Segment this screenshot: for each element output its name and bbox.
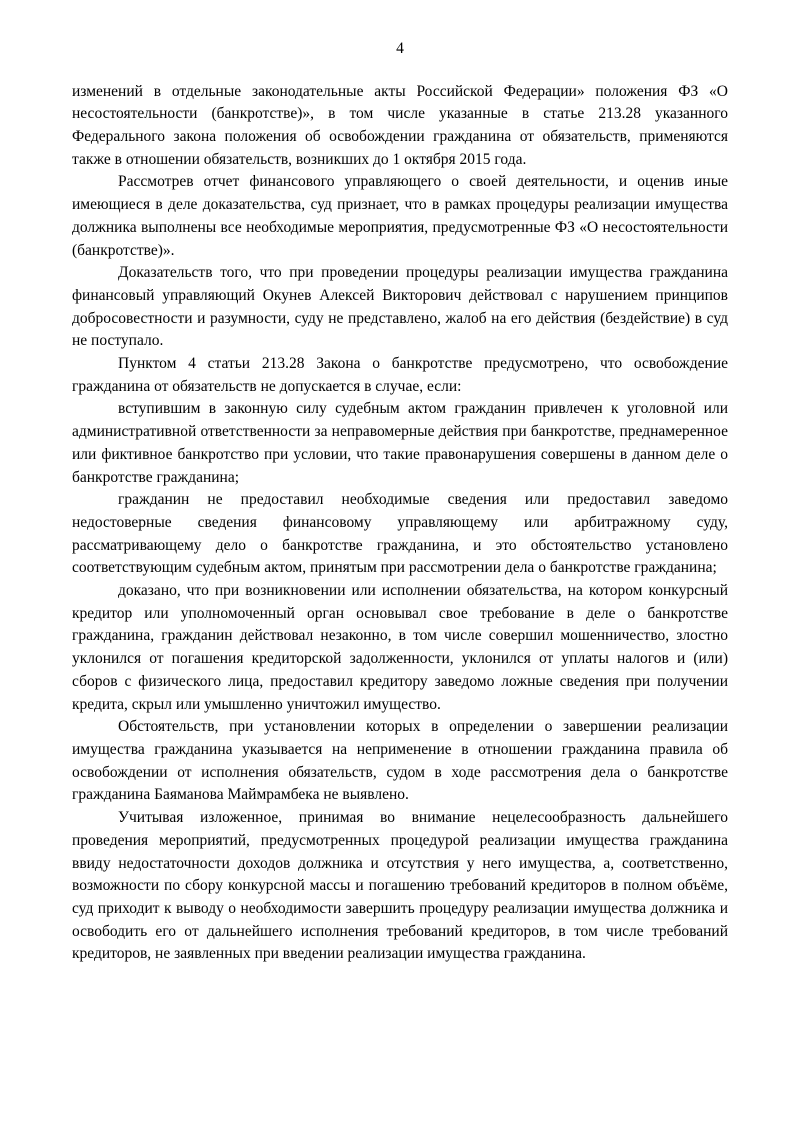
paragraph: Учитывая изложенное, принимая во внимание нецелесообразность дальнейшего проведения мероприятий, предусмотренных процедурой реализации имущества гражданина ввиду недостаточности доходов должника и отсутствия у него имущества, а, соответственно, возможности по сбору конкурсной массы и погашению требований кредиторов в полном объёме, суд приходит к выводу о необходимости завершить процедуру реализации имущества должника и освободить его от дальнейшего исполнения требований кредиторов, в том числе требований кредиторов, не заявленных при введении реализации имущества гражданина. bbox=[72, 809, 728, 963]
paragraph: изменений в отдельные законодательные акты Российской Федерации» положения ФЗ «О несостоятельности (банкротстве)», в том числе указанные в статье 213.28 указанного Федерального закона положения об освобождении гражданина от обязательств, применяются также в отношении обязательств, возникших до 1 октября 2015 года. bbox=[72, 82, 728, 168]
page-number: 4 bbox=[396, 40, 404, 57]
paragraph: Пунктом 4 статьи 213.28 Закона о банкротстве предусмотрено, что освобождение гражданина от обязательств не допускается в случае, если: bbox=[72, 355, 728, 395]
document-body bbox=[72, 81, 728, 966]
paragraph: вступившим в законную силу судебным актом гражданин привлечен к уголовной или административной ответственности за неправомерные действия при банкротстве, преднамеренное или фиктивное банкротство при условии, что такие правонарушения совершены в данном деле о банкротстве гражданина; bbox=[72, 400, 728, 486]
paragraph: Доказательств того, что при проведении процедуры реализации имущества гражданина финансовый управляющий Окунев Алексей Викторович действовал с нарушением принципов добросовестности и разумности, суду не представлено, жалоб на его действия (бездействие) в суд не поступало. bbox=[72, 264, 728, 350]
paragraph: Рассмотрев отчет финансового управляющего о своей деятельности, и оценив иные имеющиеся в деле доказательства, суд признает, что в рамках процедуры реализации имущества должника выполнены все необходимые мероприятия, предусмотренные ФЗ «О несостоятельности (банкротстве)». bbox=[72, 173, 728, 259]
paragraph: Обстоятельств, при установлении которых в определении о завершении реализации имущества гражданина указывается на неприменение в отношении гражданина правила об освобождении от исполнения обязательств, судом в ходе рассмотрения дела о банкротстве гражданина Баяманова Маймрамбека не выявлено. bbox=[72, 718, 728, 804]
paragraph: доказано, что при возникновении или исполнении обязательства, на котором конкурсный кредитор или уполномоченный орган основывал свое требование в деле о банкротстве гражданина, гражданин действовал незаконно, в том числе совершил мошенничество, злостно уклонился от погашения кредиторской задолженности, уклонился от уплаты налогов и (или) сборов с физического лица, предоставил кредитору заведомо ложные сведения при получении кредита, скрыл или умышленно уничтожил имущество. bbox=[72, 582, 728, 713]
paragraph: гражданин не предоставил необходимые сведения или предоставил заведомо недостоверные сведения финансовому управляющему или арбитражному суду, рассматривающему дело о банкротстве гражданина, и это обстоятельство установлено соответствующим судебным актом, принятым при рассмотрении дела о банкротстве гражданина; bbox=[72, 491, 728, 577]
